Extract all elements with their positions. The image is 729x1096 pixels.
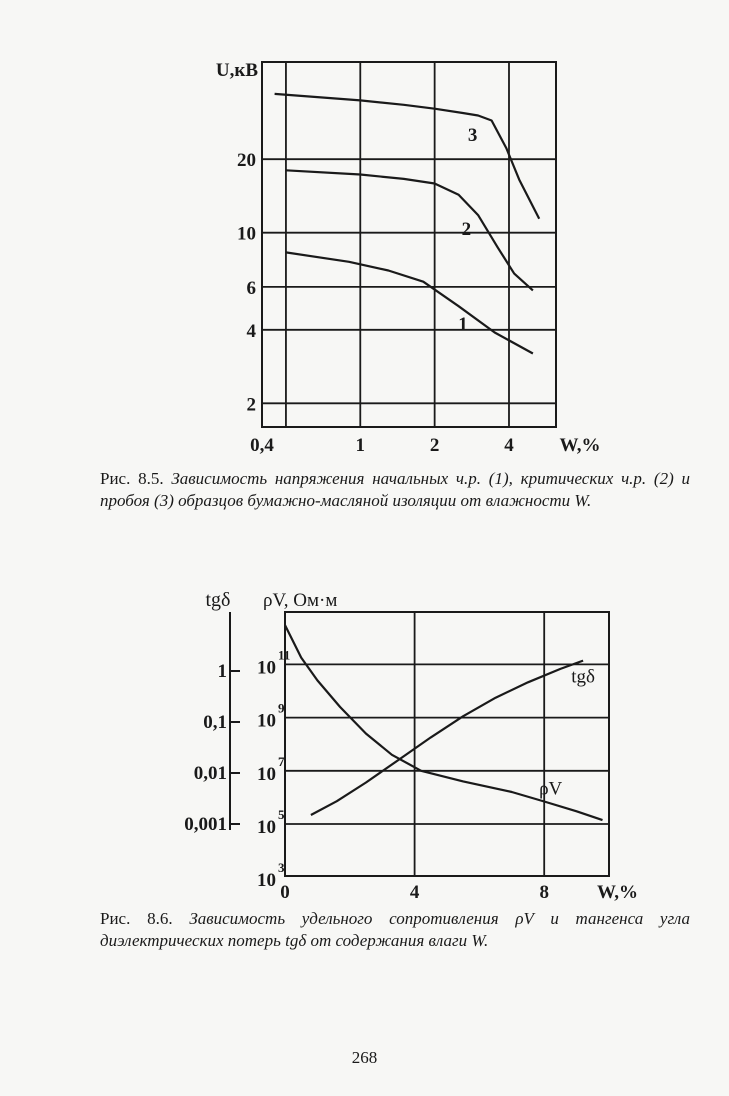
figure-1-x-tick-label: 2 (429, 435, 440, 456)
figure-1-y-tick-label: 10 (237, 223, 256, 245)
figure-2-tg-tick-label: 0,001 (184, 814, 227, 835)
figure-1-curve-label-2: 2 (461, 218, 472, 240)
figure-2-tg-tick-label: 1 (217, 661, 227, 682)
figure-2-rho-tick-label: 10 (257, 817, 276, 838)
figure-2-x-tick-label: 8 (539, 882, 549, 903)
figure-1-curve-label-3: 3 (467, 124, 478, 146)
figure-2-rho-tick-label: 10 (257, 657, 276, 679)
figure-2-rho-tick-label: 10 (257, 710, 276, 732)
figure-2-rho-tick-label-exponent: 3 (278, 860, 285, 876)
figure-1-caption-lead: Рис. 8.5. (100, 469, 164, 488)
figure-1-caption-text: Зависимость напряжения начальных ч.р. (1), критических ч.р. (2) и пробоя (3) образцов бумажно-масляной изоляции от влажности W. (100, 469, 691, 510)
figure-2-rho-tick-label-exponent: 7 (278, 753, 285, 769)
figure-1-curve-1 (286, 252, 533, 353)
figure-2-rho-tick-label-exponent: 11 (278, 647, 291, 663)
figure-2-caption-lead: Рис. 8.6. (100, 909, 173, 928)
figure-2-rho-tick-label-exponent: 5 (278, 807, 285, 822)
figure-1-curve-2 (286, 170, 533, 290)
figure-1-x-tick-label: 0,4 (250, 435, 274, 456)
figure-1-x-axis-label: W,% (559, 435, 601, 456)
figure-1-curve-3 (275, 94, 540, 219)
figure-2-caption-text: Зависимость удельного сопротивления ρV и тангенса угла диэлектрических потерь tgδ от содержания влаги W. (100, 909, 690, 950)
figure-2-curve-label-rho: ρV (539, 778, 563, 800)
figure-2-x-tick-label: 0 (280, 882, 290, 903)
figure-2-rho-tick-label-exponent: 9 (278, 700, 285, 716)
figure-2-tg-tick-label: 0,01 (193, 763, 227, 784)
figure-2-tg-axis-label: tgδ (205, 589, 231, 611)
figure-2-rho-tick-label: 10 (257, 870, 276, 892)
figure-1-plot-frame (262, 62, 556, 427)
figure-2-caption (100, 908, 690, 952)
figure-1-y-tick-label: 4 (246, 320, 256, 342)
figure-2-rho-tick-label: 10 (257, 763, 276, 785)
figure-1-y-tick-label: 20 (237, 150, 256, 172)
figure-2-plot-frame (285, 612, 609, 876)
page-number: 268 (351, 1048, 378, 1067)
figure-1-curve-label-1: 1 (458, 313, 468, 335)
figure-2-tg-tick-label: 0,1 (203, 712, 227, 733)
figure-1-y-axis-label: U,кВ (215, 60, 258, 81)
figure-1-caption (100, 468, 690, 512)
figure-2-rho-axis-label: ρV, Ом·м (263, 590, 338, 611)
figure-2-curve-label-tg: tgδ (571, 666, 595, 688)
figure-1-y-tick-label: 2 (246, 394, 256, 416)
figure-1-y-tick-label: 6 (246, 277, 256, 299)
figure-1-x-tick-label: 1 (355, 435, 366, 456)
figure-2-x-tick-label: 4 (409, 882, 420, 903)
figure-2-x-axis-label: W,% (597, 882, 639, 903)
figure-1-x-tick-label: 4 (504, 435, 514, 456)
